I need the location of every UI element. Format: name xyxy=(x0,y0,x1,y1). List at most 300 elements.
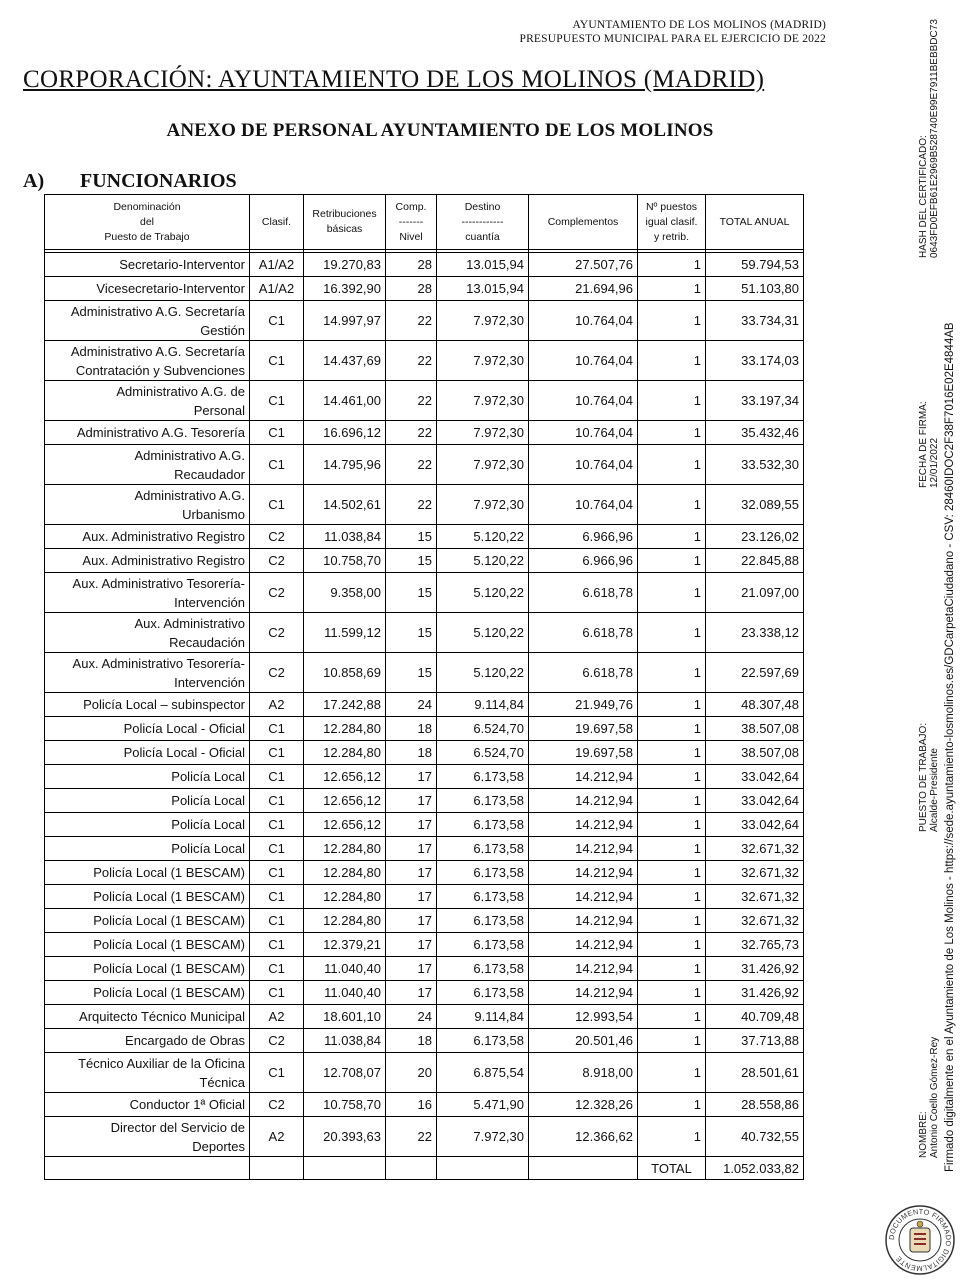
cell-clasif: A1/A2 xyxy=(250,277,304,301)
cell-complementos: 14.212,94 xyxy=(529,933,638,957)
cell-denominacion: Policía Local (1 BESCAM) xyxy=(45,909,250,933)
cell-complementos: 27.507,76 xyxy=(529,253,638,277)
cell-clasif: C1 xyxy=(250,861,304,885)
cell-puestos: 1 xyxy=(638,789,706,813)
cell-retrib: 12.656,12 xyxy=(304,813,386,837)
table-row xyxy=(45,837,804,861)
cell-total: 32.765,73 xyxy=(706,933,804,957)
cell-denominacion: Policía Local xyxy=(45,765,250,789)
cell-retrib: 10.758,70 xyxy=(304,1093,386,1117)
cell-nivel: 17 xyxy=(386,981,437,1005)
cell-puestos: 1 xyxy=(638,1117,706,1157)
table-row xyxy=(45,1117,804,1157)
cell-puestos: 1 xyxy=(638,933,706,957)
cell-nivel: 17 xyxy=(386,957,437,981)
cell-complementos: 12.993,54 xyxy=(529,1005,638,1029)
cell-complementos: 19.697,58 xyxy=(529,741,638,765)
cell-puestos: 1 xyxy=(638,861,706,885)
cell-nivel: 18 xyxy=(386,741,437,765)
table-row xyxy=(45,885,804,909)
cell-clasif: C1 xyxy=(250,885,304,909)
hash-block xyxy=(918,19,940,258)
table-row xyxy=(45,981,804,1005)
cell-denominacion: Vicesecretario-Interventor xyxy=(45,277,250,301)
cell-denominacion: Secretario-Interventor xyxy=(45,253,250,277)
cell-nivel: 17 xyxy=(386,909,437,933)
cell-total: 32.671,32 xyxy=(706,861,804,885)
header-total-anual: TOTAL ANUAL xyxy=(706,195,804,250)
section-title: FUNCIONARIOS xyxy=(80,170,237,192)
cell-retrib: 14.795,96 xyxy=(304,445,386,485)
cell-complementos: 14.212,94 xyxy=(529,837,638,861)
cell-destino: 6.875,54 xyxy=(437,1053,529,1093)
cell-puestos: 1 xyxy=(638,301,706,341)
cell-clasif: C2 xyxy=(250,613,304,653)
cell-retrib: 11.599,12 xyxy=(304,613,386,653)
cell-destino: 9.114,84 xyxy=(437,693,529,717)
cell-total: 32.671,32 xyxy=(706,837,804,861)
cell-destino: 6.173,58 xyxy=(437,813,529,837)
cell-total: 38.507,08 xyxy=(706,741,804,765)
cell-destino: 6.173,58 xyxy=(437,981,529,1005)
cell-nivel: 17 xyxy=(386,789,437,813)
cell-complementos: 10.764,04 xyxy=(529,445,638,485)
cell-nivel: 17 xyxy=(386,885,437,909)
cell-destino: 6.173,58 xyxy=(437,837,529,861)
cell-retrib: 14.997,97 xyxy=(304,301,386,341)
cell-clasif: C1 xyxy=(250,301,304,341)
total-row xyxy=(45,1157,804,1180)
cell-total: 31.426,92 xyxy=(706,981,804,1005)
table-row xyxy=(45,277,804,301)
cell-puestos: 1 xyxy=(638,1029,706,1053)
cell-puestos: 1 xyxy=(638,381,706,421)
cell-puestos: 1 xyxy=(638,981,706,1005)
cell-denominacion: Policía Local (1 BESCAM) xyxy=(45,885,250,909)
cell-retrib: 11.038,84 xyxy=(304,525,386,549)
table-row xyxy=(45,1093,804,1117)
cell-total: 38.507,08 xyxy=(706,717,804,741)
cell-clasif: C1 xyxy=(250,421,304,445)
cell-retrib: 12.379,21 xyxy=(304,933,386,957)
fecha-label: FECHA DE FIRMA: xyxy=(918,401,929,488)
cell-retrib: 10.758,70 xyxy=(304,549,386,573)
table-row xyxy=(45,957,804,981)
cell-destino: 6.173,58 xyxy=(437,765,529,789)
cell-nivel: 17 xyxy=(386,933,437,957)
cell-destino: 5.120,22 xyxy=(437,549,529,573)
cell-retrib: 16.392,90 xyxy=(304,277,386,301)
cell-clasif: C1 xyxy=(250,741,304,765)
cell-puestos: 1 xyxy=(638,445,706,485)
cell-denominacion: Aux. Administrativo Tesorería- Intervención xyxy=(45,653,250,693)
cell-destino: 6.173,58 xyxy=(437,933,529,957)
table-row xyxy=(45,301,804,341)
table-row xyxy=(45,1005,804,1029)
cell-clasif: C1 xyxy=(250,381,304,421)
cell-nivel: 22 xyxy=(386,381,437,421)
cell-total: 37.713,88 xyxy=(706,1029,804,1053)
cell-total: 22.597,69 xyxy=(706,653,804,693)
table-row xyxy=(45,765,804,789)
cell-total: 59.794,53 xyxy=(706,253,804,277)
cell-destino: 7.972,30 xyxy=(437,445,529,485)
cell-denominacion: Policía Local - Oficial xyxy=(45,717,250,741)
cell-clasif: C1 xyxy=(250,789,304,813)
cell-clasif: A2 xyxy=(250,1005,304,1029)
cell-complementos: 14.212,94 xyxy=(529,957,638,981)
cell-denominacion: Policía Local (1 BESCAM) xyxy=(45,981,250,1005)
nombre-label: NOMBRE: xyxy=(918,1111,929,1158)
cell-denominacion: Policía Local (1 BESCAM) xyxy=(45,861,250,885)
cell-complementos: 12.328,26 xyxy=(529,1093,638,1117)
cell-destino: 6.173,58 xyxy=(437,861,529,885)
cell-nivel: 28 xyxy=(386,277,437,301)
cell-denominacion: Conductor 1ª Oficial xyxy=(45,1093,250,1117)
cell-puestos: 1 xyxy=(638,1093,706,1117)
total-label: TOTAL xyxy=(638,1157,706,1180)
cell-total: 48.307,48 xyxy=(706,693,804,717)
document-header xyxy=(519,18,826,46)
table-header-row xyxy=(45,195,804,250)
cell-retrib: 11.040,40 xyxy=(304,981,386,1005)
cell-nivel: 17 xyxy=(386,837,437,861)
cell-destino: 13.015,94 xyxy=(437,277,529,301)
cell-puestos: 1 xyxy=(638,421,706,445)
cell-denominacion: Director del Servicio de Deportes xyxy=(45,1117,250,1157)
cell-complementos: 14.212,94 xyxy=(529,789,638,813)
cell-clasif: C2 xyxy=(250,525,304,549)
cell-nivel: 22 xyxy=(386,1117,437,1157)
cell-complementos: 20.501,46 xyxy=(529,1029,638,1053)
cell-retrib: 12.284,80 xyxy=(304,909,386,933)
cell-nivel: 22 xyxy=(386,485,437,525)
cell-destino: 5.120,22 xyxy=(437,573,529,613)
cell-clasif: C1 xyxy=(250,813,304,837)
table-row xyxy=(45,861,804,885)
header-destino: Destino ------------ cuantía xyxy=(437,195,529,250)
cell-nivel: 22 xyxy=(386,341,437,381)
cell-clasif: A1/A2 xyxy=(250,253,304,277)
header-denominacion: Denominación del Puesto de Trabajo xyxy=(45,195,250,250)
table-row xyxy=(45,381,804,421)
cell-nivel: 15 xyxy=(386,573,437,613)
cell-retrib: 14.502,61 xyxy=(304,485,386,525)
firmado-text: Firmado digitalmente en el Ayuntamiento de Los Molinos - https://sede.ayuntamiento-losmolinos.es/GDCarpetaCiudadano - CSV: 28460IDOC2F38F7016E02E4844AB xyxy=(944,322,956,1172)
cell-complementos: 21.694,96 xyxy=(529,277,638,301)
nombre-value: Antonio Coello Gómez-Rey xyxy=(929,1036,940,1158)
fecha-value: 12/01/2022 xyxy=(929,437,940,488)
cell-destino: 5.120,22 xyxy=(437,613,529,653)
cell-nivel: 15 xyxy=(386,653,437,693)
cell-retrib: 14.437,69 xyxy=(304,341,386,381)
cell-clasif: C2 xyxy=(250,1029,304,1053)
cell-complementos: 6.618,78 xyxy=(529,613,638,653)
cell-retrib: 17.242,88 xyxy=(304,693,386,717)
cell-denominacion: Administrativo A.G. Recaudador xyxy=(45,445,250,485)
cell-puestos: 1 xyxy=(638,1005,706,1029)
stamp-ring-text: DOCUMENTO FIRMADO DIGITALMENTE xyxy=(886,1206,954,1274)
cell-destino: 6.173,58 xyxy=(437,957,529,981)
cell-clasif: C1 xyxy=(250,933,304,957)
cell-complementos: 10.764,04 xyxy=(529,301,638,341)
cell-denominacion: Policía Local xyxy=(45,837,250,861)
cell-destino: 6.173,58 xyxy=(437,789,529,813)
cell-puestos: 1 xyxy=(638,765,706,789)
header-clasif: Clasif. xyxy=(250,195,304,250)
cell-clasif: A2 xyxy=(250,1117,304,1157)
cell-nivel: 17 xyxy=(386,813,437,837)
cell-destino: 5.120,22 xyxy=(437,653,529,693)
cell-destino: 7.972,30 xyxy=(437,341,529,381)
cell-total: 22.845,88 xyxy=(706,549,804,573)
table-row xyxy=(45,253,804,277)
cell-retrib: 18.601,10 xyxy=(304,1005,386,1029)
cell-complementos: 12.366,62 xyxy=(529,1117,638,1157)
cell-retrib: 11.040,40 xyxy=(304,957,386,981)
cell-total: 31.426,92 xyxy=(706,957,804,981)
cell-total: 35.432,46 xyxy=(706,421,804,445)
cell-denominacion: Policía Local xyxy=(45,813,250,837)
header-line-1: AYUNTAMIENTO DE LOS MOLINOS (MADRID) xyxy=(572,19,826,31)
table-row xyxy=(45,525,804,549)
cell-total: 33.197,34 xyxy=(706,381,804,421)
cell-clasif: C1 xyxy=(250,485,304,525)
header-line-2: PRESUPUESTO MUNICIPAL PARA EL EJERCICIO DE 2022 xyxy=(519,33,826,45)
cell-destino: 5.120,22 xyxy=(437,525,529,549)
cell-destino: 6.524,70 xyxy=(437,717,529,741)
cell-complementos: 14.212,94 xyxy=(529,909,638,933)
cell-total: 32.671,32 xyxy=(706,885,804,909)
cell-puestos: 1 xyxy=(638,717,706,741)
table-row xyxy=(45,717,804,741)
puesto-block xyxy=(918,723,940,832)
header-retribuciones: Retribuciones básicas xyxy=(304,195,386,250)
cell-total: 32.089,55 xyxy=(706,485,804,525)
cell-nivel: 17 xyxy=(386,765,437,789)
cell-puestos: 1 xyxy=(638,573,706,613)
cell-total: 33.042,64 xyxy=(706,813,804,837)
cell-clasif: C1 xyxy=(250,717,304,741)
cell-clasif: C1 xyxy=(250,837,304,861)
cell-complementos: 10.764,04 xyxy=(529,381,638,421)
cell-nivel: 15 xyxy=(386,613,437,653)
anexo-title: ANEXO DE PERSONAL AYUNTAMIENTO DE LOS MOLINOS xyxy=(166,120,714,141)
table-row xyxy=(45,789,804,813)
cell-puestos: 1 xyxy=(638,549,706,573)
puesto-label: PUESTO DE TRABAJO: xyxy=(918,722,929,832)
cell-clasif: C1 xyxy=(250,981,304,1005)
cell-retrib: 12.284,80 xyxy=(304,717,386,741)
cell-puestos: 1 xyxy=(638,525,706,549)
cell-total: 32.671,32 xyxy=(706,909,804,933)
cell-denominacion: Encargado de Obras xyxy=(45,1029,250,1053)
table-body xyxy=(45,253,804,1157)
cell-clasif: C1 xyxy=(250,765,304,789)
table-row xyxy=(45,693,804,717)
cell-total: 21.097,00 xyxy=(706,573,804,613)
hash-label: HASH DEL CERTIFICADO: xyxy=(918,135,929,258)
cell-complementos: 6.618,78 xyxy=(529,653,638,693)
cell-clasif: C1 xyxy=(250,909,304,933)
cell-denominacion: Policía Local xyxy=(45,789,250,813)
cell-puestos: 1 xyxy=(638,653,706,693)
table-row xyxy=(45,1029,804,1053)
table-row xyxy=(45,485,804,525)
cell-complementos: 6.966,96 xyxy=(529,549,638,573)
cell-denominacion: Policía Local – subinspector xyxy=(45,693,250,717)
cell-denominacion: Administrativo A.G. Tesorería xyxy=(45,421,250,445)
cell-nivel: 20 xyxy=(386,1053,437,1093)
cell-nivel: 22 xyxy=(386,445,437,485)
table-row xyxy=(45,813,804,837)
cell-denominacion: Policía Local - Oficial xyxy=(45,741,250,765)
cell-complementos: 14.212,94 xyxy=(529,813,638,837)
cell-puestos: 1 xyxy=(638,693,706,717)
cell-destino: 7.972,30 xyxy=(437,421,529,445)
cell-puestos: 1 xyxy=(638,957,706,981)
cell-puestos: 1 xyxy=(638,741,706,765)
cell-puestos: 1 xyxy=(638,277,706,301)
cell-complementos: 10.764,04 xyxy=(529,485,638,525)
cell-nivel: 28 xyxy=(386,253,437,277)
fecha-block xyxy=(918,401,940,488)
cell-destino: 13.015,94 xyxy=(437,253,529,277)
cell-destino: 6.173,58 xyxy=(437,885,529,909)
table-row xyxy=(45,445,804,485)
cell-puestos: 1 xyxy=(638,885,706,909)
cell-retrib: 12.656,12 xyxy=(304,765,386,789)
header-complementos: Complementos xyxy=(529,195,638,250)
cell-destino: 7.972,30 xyxy=(437,1117,529,1157)
cell-nivel: 18 xyxy=(386,1029,437,1053)
cell-destino: 6.524,70 xyxy=(437,741,529,765)
cell-puestos: 1 xyxy=(638,813,706,837)
cell-complementos: 19.697,58 xyxy=(529,717,638,741)
cell-puestos: 1 xyxy=(638,909,706,933)
cell-retrib: 14.461,00 xyxy=(304,381,386,421)
cell-complementos: 10.764,04 xyxy=(529,421,638,445)
cell-nivel: 15 xyxy=(386,525,437,549)
cell-nivel: 22 xyxy=(386,301,437,341)
cell-destino: 7.972,30 xyxy=(437,485,529,525)
table-row xyxy=(45,1053,804,1093)
table-row xyxy=(45,741,804,765)
cell-retrib: 12.284,80 xyxy=(304,861,386,885)
cell-retrib: 12.708,07 xyxy=(304,1053,386,1093)
table-row xyxy=(45,653,804,693)
personnel-table xyxy=(44,194,804,1180)
cell-clasif: C1 xyxy=(250,957,304,981)
cell-total: 33.532,30 xyxy=(706,445,804,485)
cell-destino: 9.114,84 xyxy=(437,1005,529,1029)
table-row xyxy=(45,341,804,381)
cell-puestos: 1 xyxy=(638,613,706,653)
cell-clasif: C1 xyxy=(250,445,304,485)
puesto-value: Alcalde-Presidente xyxy=(929,748,940,832)
cell-destino: 7.972,30 xyxy=(437,301,529,341)
table-row xyxy=(45,909,804,933)
cell-nivel: 24 xyxy=(386,693,437,717)
cell-clasif: C2 xyxy=(250,549,304,573)
cell-puestos: 1 xyxy=(638,1053,706,1093)
cell-retrib: 19.270,83 xyxy=(304,253,386,277)
cell-puestos: 1 xyxy=(638,341,706,381)
cell-clasif: C2 xyxy=(250,573,304,613)
cell-denominacion: Técnico Auxiliar de la Oficina Técnica xyxy=(45,1053,250,1093)
cell-clasif: A2 xyxy=(250,693,304,717)
cell-retrib: 11.038,84 xyxy=(304,1029,386,1053)
cell-retrib: 12.284,80 xyxy=(304,837,386,861)
cell-nivel: 24 xyxy=(386,1005,437,1029)
cell-denominacion: Arquitecto Técnico Municipal xyxy=(45,1005,250,1029)
table-row xyxy=(45,613,804,653)
cell-denominacion: Policía Local (1 BESCAM) xyxy=(45,933,250,957)
header-comp-nivel: Comp. ------- Nivel xyxy=(386,195,437,250)
cell-denominacion: Aux. Administrativo Registro xyxy=(45,525,250,549)
section-heading xyxy=(23,170,237,193)
cell-total: 28.501,61 xyxy=(706,1053,804,1093)
cell-total: 33.042,64 xyxy=(706,789,804,813)
cell-nivel: 22 xyxy=(386,421,437,445)
cell-total: 40.732,55 xyxy=(706,1117,804,1157)
digital-signature-stamp-icon xyxy=(884,1204,956,1276)
cell-nivel: 18 xyxy=(386,717,437,741)
cell-denominacion: Administrativo A.G. Urbanismo xyxy=(45,485,250,525)
corporacion-title: CORPORACIÓN: AYUNTAMIENTO DE LOS MOLINOS (MADRID) xyxy=(23,66,765,93)
cell-denominacion: Aux. Administrativo Tesorería- Intervención xyxy=(45,573,250,613)
cell-nivel: 17 xyxy=(386,861,437,885)
cell-total: 33.042,64 xyxy=(706,765,804,789)
cell-retrib: 12.284,80 xyxy=(304,885,386,909)
table-row xyxy=(45,573,804,613)
cell-destino: 7.972,30 xyxy=(437,381,529,421)
section-letter: A) xyxy=(23,170,45,192)
cell-complementos: 14.212,94 xyxy=(529,861,638,885)
cell-complementos: 14.212,94 xyxy=(529,765,638,789)
cell-total: 23.338,12 xyxy=(706,613,804,653)
cell-complementos: 8.918,00 xyxy=(529,1053,638,1093)
header-puestos: Nº puestos igual clasif. y retrib. xyxy=(638,195,706,250)
cell-total: 40.709,48 xyxy=(706,1005,804,1029)
cell-complementos: 6.618,78 xyxy=(529,573,638,613)
cell-denominacion: Policía Local (1 BESCAM) xyxy=(45,957,250,981)
cell-retrib: 10.858,69 xyxy=(304,653,386,693)
cell-retrib: 20.393,63 xyxy=(304,1117,386,1157)
cell-denominacion: Administrativo A.G. Secretaría Contratación y Subvenciones xyxy=(45,341,250,381)
cell-clasif: C2 xyxy=(250,1093,304,1117)
total-value: 1.052.033,82 xyxy=(706,1157,804,1180)
cell-clasif: C2 xyxy=(250,653,304,693)
cell-puestos: 1 xyxy=(638,253,706,277)
table-row xyxy=(45,421,804,445)
cell-destino: 6.173,58 xyxy=(437,909,529,933)
cell-retrib: 12.284,80 xyxy=(304,741,386,765)
cell-complementos: 21.949,76 xyxy=(529,693,638,717)
cell-puestos: 1 xyxy=(638,485,706,525)
cell-nivel: 15 xyxy=(386,549,437,573)
cell-destino: 5.471,90 xyxy=(437,1093,529,1117)
nombre-block xyxy=(918,1037,940,1158)
cell-total: 33.174,03 xyxy=(706,341,804,381)
cell-total: 51.103,80 xyxy=(706,277,804,301)
cell-denominacion: Aux. Administrativo Registro xyxy=(45,549,250,573)
cell-denominacion: Administrativo A.G. Secretaría Gestión xyxy=(45,301,250,341)
table-row xyxy=(45,933,804,957)
cell-clasif: C1 xyxy=(250,341,304,381)
cell-total: 33.734,31 xyxy=(706,301,804,341)
cell-puestos: 1 xyxy=(638,837,706,861)
